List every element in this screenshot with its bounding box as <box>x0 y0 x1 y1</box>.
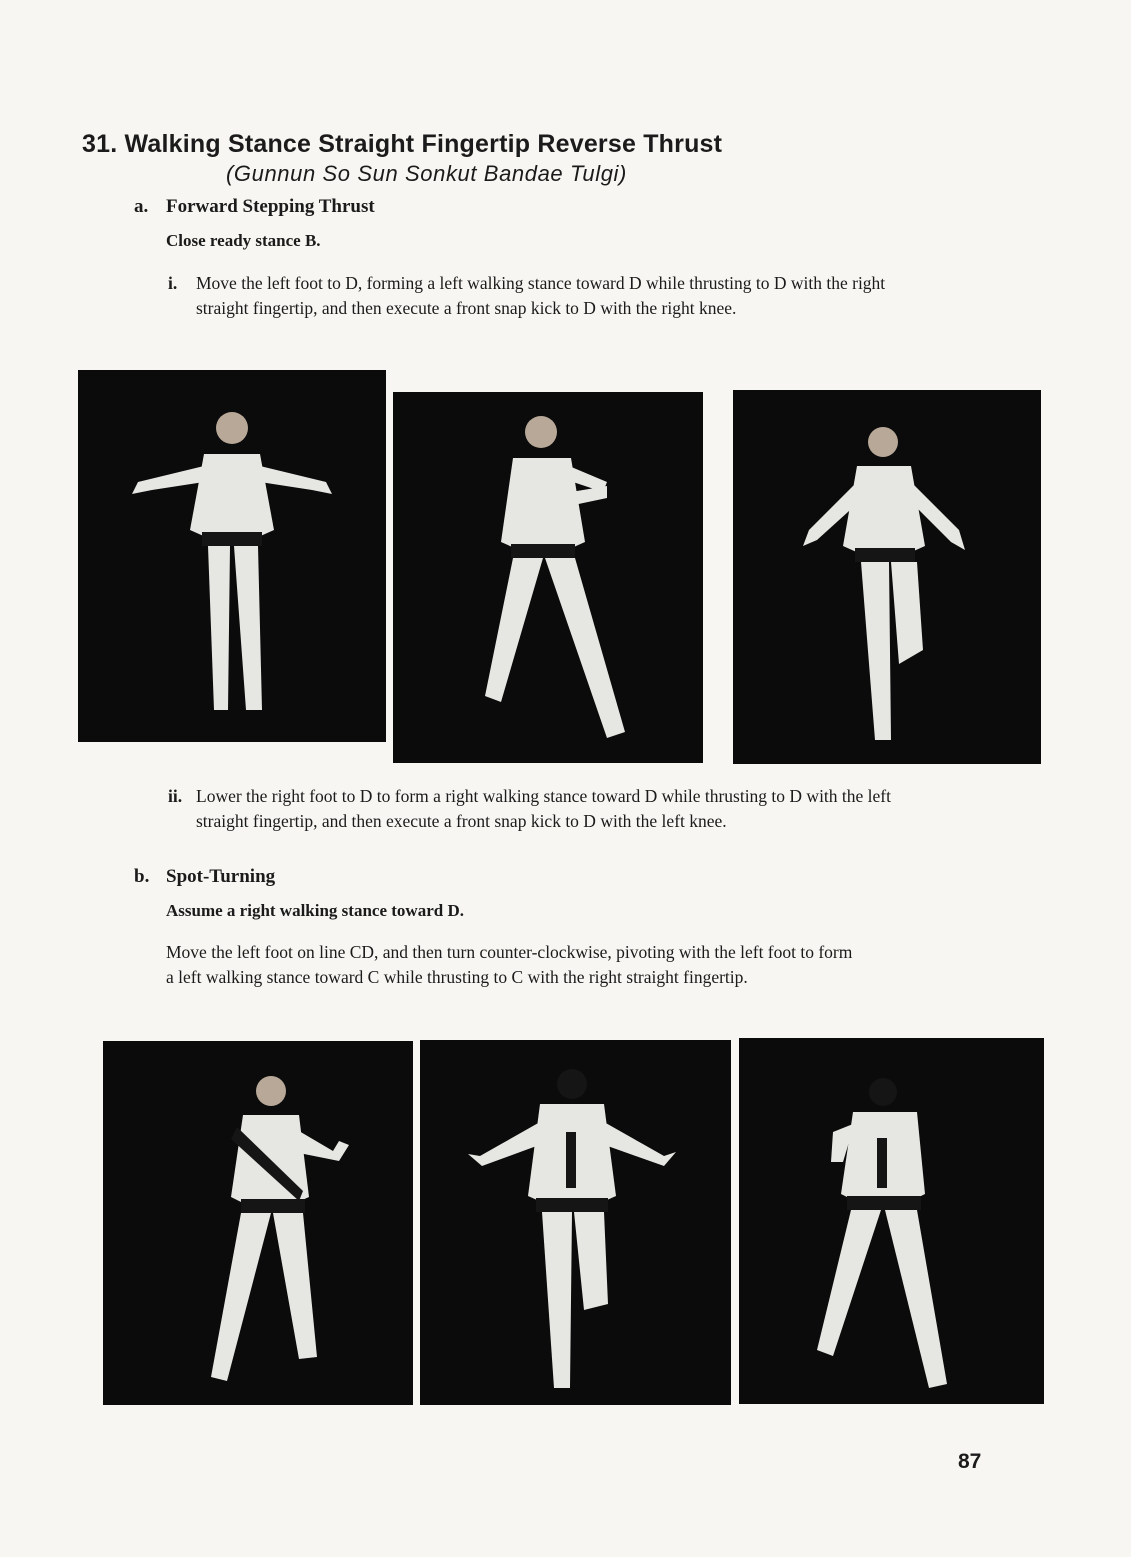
section-a-ready: Close ready stance B. <box>166 231 321 250</box>
step-ii-number: ii. <box>168 786 183 806</box>
figure-turning-front <box>103 1041 413 1405</box>
photo-b3 <box>739 1038 1044 1404</box>
photo-b1 <box>103 1041 413 1405</box>
photo-a2 <box>393 392 703 763</box>
step-i-text: Move the left foot to D, forming a left walking stance toward D while thrusting to D with the right straight fingertip, and then execute a front snap kick to D with the right knee. <box>196 273 886 318</box>
figure-knee-kick <box>733 390 1041 764</box>
photo-a3 <box>733 390 1041 764</box>
figure-walking-stance-back <box>739 1038 1044 1404</box>
section-b-label: b. <box>134 866 150 887</box>
figure-turning-back <box>420 1040 731 1405</box>
section-b-ready: Assume a right walking stance toward D. <box>166 901 464 920</box>
page-subtitle: (Gunnun So Sun Sonkut Bandae Tulgi) <box>226 161 627 186</box>
step-i <box>168 271 901 321</box>
section-b-title: Spot-Turning <box>166 866 276 887</box>
page-title: 31. Walking Stance Straight Fingertip Reverse Thrust <box>82 130 723 158</box>
photo-a1 <box>78 370 386 742</box>
page-number: 87 <box>958 1450 982 1473</box>
figure-ready-stance <box>78 370 386 742</box>
section-a-heading <box>134 196 375 218</box>
step-i-number: i. <box>168 273 178 293</box>
photo-b2 <box>420 1040 731 1405</box>
figure-walking-stance-thrust <box>393 392 703 763</box>
section-a-title: Forward Stepping Thrust <box>166 196 375 217</box>
section-a-label: a. <box>134 196 149 217</box>
section-b-text: Move the left foot on line CD, and then turn counter-clockwise, pivoting with the left foot to form a left walking stance toward C while thrusting to C with the right straight fingertip. <box>166 942 853 987</box>
step-ii <box>168 784 901 834</box>
step-ii-text: Lower the right foot to D to form a right walking stance toward D while thrusting to D with the left straight fingertip, and then execute a front snap kick to D with the left knee. <box>196 786 891 831</box>
section-b-heading <box>134 866 275 888</box>
